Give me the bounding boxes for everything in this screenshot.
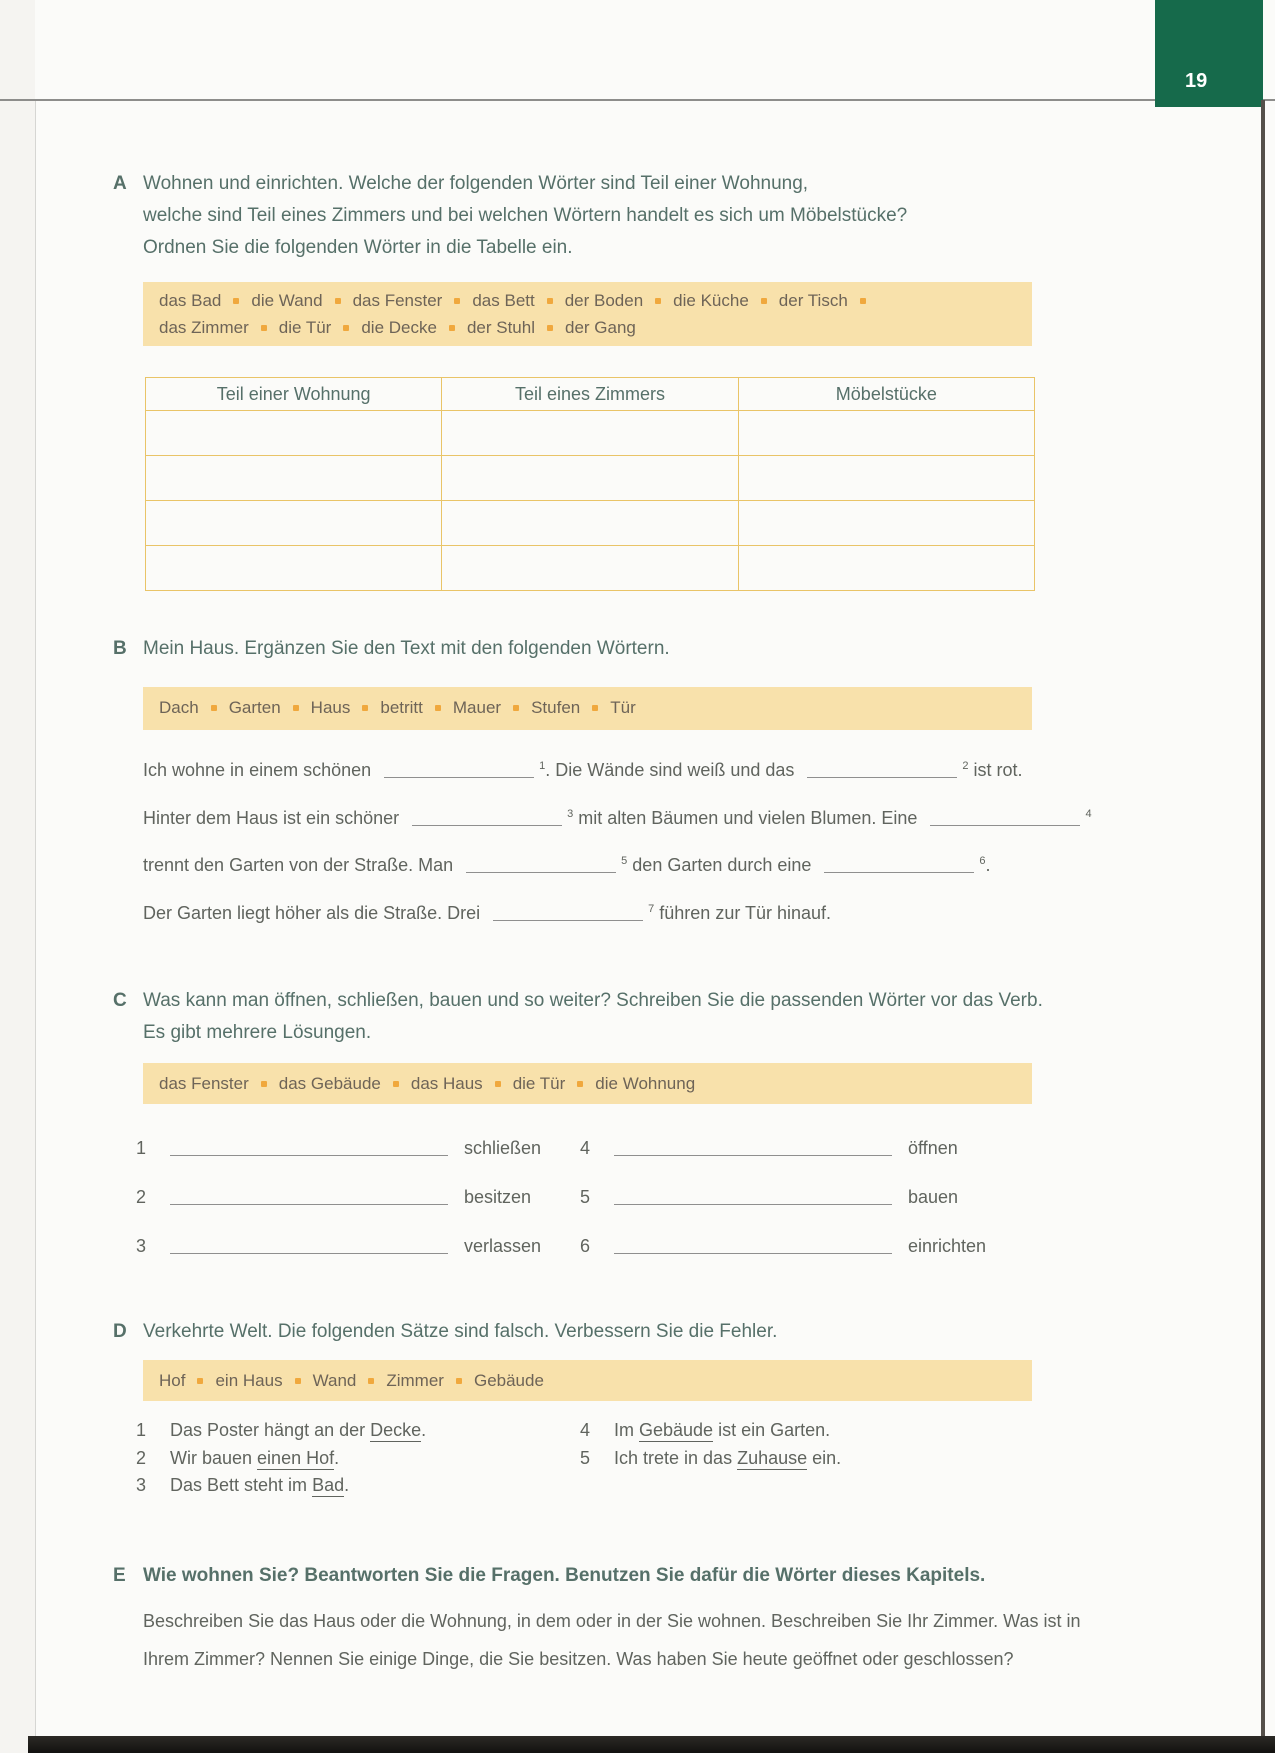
verb-label: öffnen [908,1138,958,1158]
bullet-separator-icon [547,298,553,304]
bullet-separator-icon [456,1378,462,1384]
false-sentence-items [136,1420,1056,1503]
bullet-separator-icon [362,705,368,711]
word-bank-item: betritt [380,698,423,717]
title-line: Was kann man öffnen, schließen, bauen und so weiter? Schreiben Sie die passenden Wörter vor das Verb. [143,990,1043,1011]
word-bank-item: die Wand [251,291,323,310]
word-bank-item: das Bad [159,291,222,310]
word-bank-item: Haus [310,698,351,717]
table-empty-cell [146,546,442,591]
word-bank-item: das Haus [410,1074,483,1093]
title-line: Es gibt mehrere Lösungen. [143,1022,372,1043]
fill-in-blank [170,1138,448,1156]
underlined-word: Decke [370,1420,422,1440]
word-bank-item: Zimmer [386,1371,444,1390]
word-bank-item: das Fenster [352,291,443,310]
bullet-separator-icon [233,298,239,304]
cloze-text: mit alten Bäumen und vielen Blumen. Eine [573,807,923,828]
exercise-e-title [143,1560,985,1592]
word-bank-item: das Gebäude [278,1074,381,1093]
item-number: 6 [580,1236,591,1256]
bullet-separator-icon [368,1378,374,1384]
blank-number: 3 [567,807,574,820]
word-bank-item: das Bett [472,291,535,310]
item-number: 4 [580,1420,591,1440]
cloze-line [143,903,1153,951]
table-row [146,456,1035,501]
false-sentence-item [136,1448,580,1476]
word-bank-item: Mauer [452,698,502,717]
exercise-a [113,168,907,264]
exercise-d-letter: D [113,1321,127,1342]
fill-in-blank [807,761,957,778]
table-header: Teil einer Wohnung [146,378,442,411]
page-number: 19 [1185,70,1208,92]
exercise-b-letter: B [113,638,127,659]
word-bank-item: die Küche [673,291,749,310]
word-bank-a [143,282,1032,346]
sentence-segment: ein. [807,1447,842,1468]
word-bank-item: die Tür [278,318,332,337]
table-empty-cell [738,501,1034,546]
exercise-d [113,1316,777,1348]
bullet-separator-icon [547,325,553,331]
table-empty-cell [442,546,738,591]
table-empty-cell [146,456,442,501]
item-number: 1 [136,1420,147,1440]
bullet-separator-icon [293,705,299,711]
title-line: Mein Haus. Ergänzen Sie den Text mit den folgenden Wörtern. [143,638,670,659]
underlined-word: einen Hof [257,1447,335,1468]
cloze-text: . Die Wände sind weiß und das [545,760,800,780]
verb-item [136,1236,580,1285]
exercise-a-letter: A [113,173,127,194]
table-header: Teil eines Zimmers [442,378,738,411]
exercise-c-title [143,985,1043,1049]
fill-in-blank [170,1187,448,1205]
sentence-segment: ist ein Garten. [713,1420,831,1440]
sentence-segment: . [334,1447,340,1468]
word-bank-item: der Boden [564,291,644,310]
word-bank-item: Wand [312,1371,357,1390]
cloze-text: ist rot. [968,760,1023,780]
bullet-separator-icon [295,1378,301,1384]
page-left-edge-line [35,100,36,1736]
verb-item [580,1138,1056,1187]
false-sentence-item [580,1448,1056,1476]
cloze-line [143,855,1153,903]
verb-item [580,1236,1056,1285]
item-number: 5 [580,1187,591,1207]
bullet-separator-icon [454,298,460,304]
sentence-segment: . [421,1420,427,1440]
table-empty-cell [146,501,442,546]
word-bank-c [143,1063,1032,1104]
word-bank-item: ein Haus [215,1371,283,1390]
bullet-separator-icon [393,1081,399,1087]
verb-item [136,1187,580,1236]
exercise-e-letter: E [113,1565,126,1586]
sentence-segment: Im [614,1420,639,1440]
table-row [146,546,1035,591]
cloze-text: führen zur Tür hinauf. [654,902,832,923]
fill-in-blank [614,1236,892,1254]
blank-number: 4 [1085,807,1092,820]
item-number: 2 [136,1447,147,1468]
table-empty-cell [442,411,738,456]
body-line: Beschreiben Sie das Haus oder die Wohnung, in dem oder in der Sie wohnen. Beschreiben Sie Ihr Zimmer. Was ist in [143,1611,1081,1631]
table-header-row [146,378,1035,411]
table-row [146,501,1035,546]
item-number: 5 [580,1447,591,1468]
blank-number: 1 [539,760,546,772]
exercise-a-title [143,168,907,264]
word-bank-line [159,314,1016,341]
table-header: Möbelstücke [738,378,1034,411]
sentence-text [170,1420,426,1441]
bullet-separator-icon [495,1081,501,1087]
false-sentence-item [136,1475,580,1503]
bullet-separator-icon [211,705,217,711]
bullet-separator-icon [435,705,441,711]
title-line: Verkehrte Welt. Die folgenden Sätze sind falsch. Verbessern Sie die Fehler. [143,1321,778,1342]
word-bank-item: Dach [159,698,199,717]
cloze-text: Der Garten liegt höher als die Straße. Drei [143,902,486,923]
bullet-separator-icon [261,1081,267,1087]
title-line: Ordnen Sie die folgenden Wörter in die Tabelle ein. [143,237,573,258]
word-bank-line [159,1070,1016,1097]
item-number: 2 [136,1187,147,1207]
bullet-separator-icon [860,298,866,304]
verb-item [580,1187,1056,1236]
table-empty-cell [146,411,442,456]
bullet-separator-icon [449,325,455,331]
underlined-word: Gebäude [639,1420,714,1440]
underlined-word: Bad [312,1475,345,1495]
item-number: 1 [136,1138,147,1158]
bullet-separator-icon [577,1081,583,1087]
fill-in-blank [614,1138,892,1156]
table-empty-cell [738,411,1034,456]
word-bank-item: die Wohnung [595,1074,696,1093]
sentence-segment: . [344,1475,350,1495]
fill-in-blank [614,1187,892,1205]
page-number-tab [1155,0,1263,107]
sentence-segment: Das Poster hängt an der [170,1420,371,1440]
sentence-segment: Das Bett steht im [170,1475,313,1495]
table-row [146,411,1035,456]
word-bank-item: Garten [228,698,281,717]
item-number: 3 [136,1236,147,1256]
fill-in-blank [930,809,1080,826]
cloze-text: . [985,855,991,875]
false-sentence-item [136,1420,580,1448]
sentence-text [170,1475,349,1496]
word-bank-item: die Decke [361,318,437,337]
sentence-text [170,1448,339,1469]
word-bank-item: Gebäude [473,1371,544,1390]
word-bank-item: Hof [159,1371,186,1390]
sentence-text [614,1420,830,1441]
title-line: Wie wohnen Sie? Beantworten Sie die Fragen. Benutzen Sie dafür die Wörter dieses Kapitels. [143,1565,986,1586]
word-bank-item: die Tür [512,1074,566,1093]
verb-item [136,1138,580,1187]
false-sentence-item [580,1420,1056,1448]
exercise-c-letter: C [113,990,127,1011]
bullet-separator-icon [655,298,661,304]
underlined-word: Zuhause [737,1447,808,1468]
bullet-separator-icon [261,325,267,331]
word-bank-item: das Zimmer [159,318,249,337]
table-empty-cell [442,501,738,546]
sentence-segment: Ich trete in das [614,1447,738,1468]
word-bank-item: Tür [610,698,636,717]
fill-in-blank [824,856,974,873]
fill-in-blank [170,1236,448,1254]
table-empty-cell [738,456,1034,501]
bullet-separator-icon [343,325,349,331]
blank-number: 7 [648,902,655,915]
exercise-d-title [143,1316,777,1348]
body-line: Ihrem Zimmer? Nennen Sie einige Dinge, die Sie besitzen. Was haben Sie heute geöffnet oder geschlossen? [143,1649,1014,1669]
item-number: 3 [136,1475,147,1495]
verb-label: bauen [908,1187,959,1207]
word-bank-item: der Tisch [778,291,848,310]
verb-items-grid [136,1138,1056,1285]
exercise-b [113,633,670,665]
page-left-margin [0,0,35,1753]
bullet-separator-icon [513,705,519,711]
exercise-b-title [143,633,670,665]
cloze-text: Ich wohne in einem schönen [143,760,377,780]
word-bank-line [159,287,1016,314]
cloze-text: den Garten durch eine [627,855,817,875]
fill-in-blank [493,904,643,921]
cloze-text-block [143,760,1153,950]
verb-label: verlassen [464,1236,542,1256]
word-bank-item: der Stuhl [466,318,535,337]
fill-in-blank [412,809,562,826]
sentence-segment: Wir bauen [170,1447,258,1468]
exercise-e [113,1560,985,1592]
word-bank-item: Stufen [531,698,581,717]
word-bank-item: das Fenster [159,1074,249,1093]
top-rule [0,99,1275,101]
table-empty-cell [738,546,1034,591]
blank-number: 2 [962,760,969,772]
fill-in-blank [466,856,616,873]
cloze-line [143,760,1153,808]
word-bank-line [159,694,1016,721]
fill-in-blank [384,761,534,778]
sentence-text [614,1448,841,1469]
bullet-separator-icon [335,298,341,304]
verb-label: besitzen [464,1187,532,1207]
word-bank-d [143,1360,1032,1401]
bullet-separator-icon [761,298,767,304]
blank-number: 6 [979,855,986,867]
table-empty-cell [442,456,738,501]
classification-table [145,377,1035,591]
title-line: Wohnen und einrichten. Welche der folgenden Wörter sind Teil einer Wohnung, [143,173,809,194]
cloze-line [143,808,1153,856]
exercise-e-instructions [143,1602,1173,1678]
blank-number: 5 [621,855,628,867]
page-bottom-edge [28,1736,1275,1753]
cloze-text: trennt den Garten von der Straße. Man [143,855,459,875]
word-bank-line [159,1367,1016,1394]
exercise-c [113,985,1043,1049]
verb-label: schließen [464,1138,542,1158]
bullet-separator-icon [197,1378,203,1384]
page-right-edge [1261,100,1265,1737]
word-bank-item: der Gang [565,318,636,337]
word-bank-b [143,687,1032,730]
verb-label: einrichten [908,1236,987,1256]
bullet-separator-icon [592,705,598,711]
cloze-text: Hinter dem Haus ist ein schöner [143,807,405,828]
item-number: 4 [580,1138,591,1158]
title-line: welche sind Teil eines Zimmers und bei welchen Wörtern handelt es sich um Möbelstücke? [143,205,908,226]
